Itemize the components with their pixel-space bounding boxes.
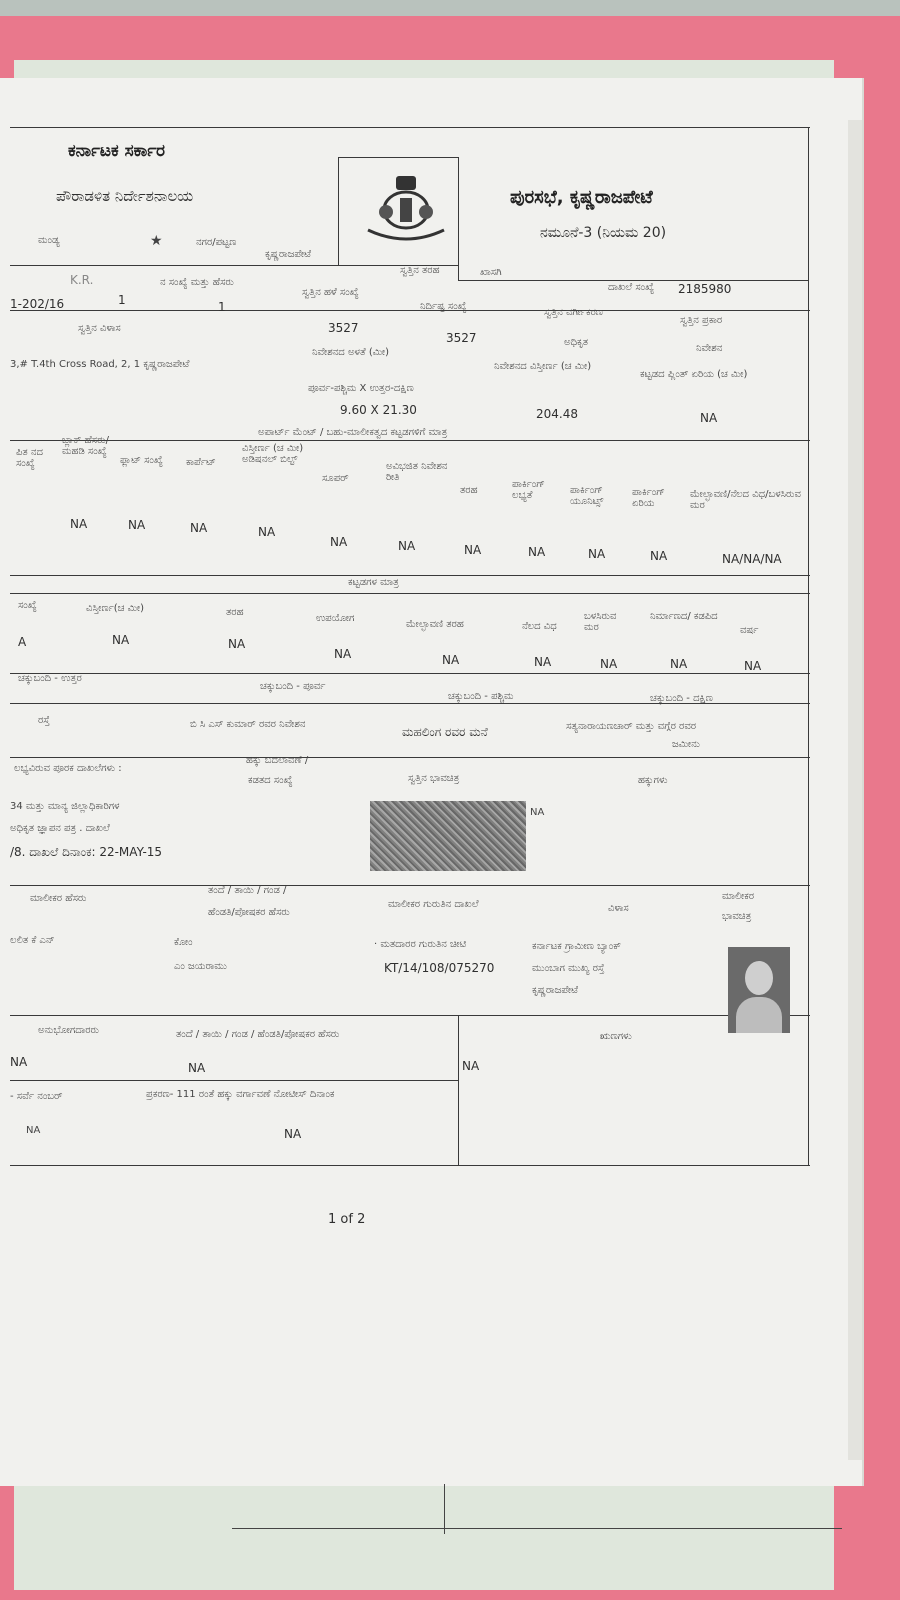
rule — [10, 757, 810, 758]
rule — [458, 157, 459, 280]
apt-col-9: ಪಾರ್ಕಿಂಗ್ ಲಭ್ಯತೆ — [512, 479, 545, 501]
rule — [232, 1528, 842, 1529]
rule — [10, 673, 810, 674]
owner-name-value: ಲಲಿತ ಕೆ ಎನ್ — [10, 935, 55, 946]
apt-col-8: ತರಹ — [460, 485, 478, 496]
relation-label-2: ಹೆಂಡತಿ/ಪೋಷಕರ ಹೆಸರು — [208, 907, 290, 918]
notice-label: ಪ್ರಕರಣ- 111 ರಂತೆ ಹಕ್ಕು ವರ್ಗಾವಣೆ ನೋಟೀಸ್ ದಿನಾಂಕ — [146, 1089, 335, 1100]
dims-label: ನಿವೇಶನದ ಅಳತೆ (ಮೀ) — [312, 347, 390, 358]
north-boundary-value: ರಸ್ತೆ — [38, 715, 50, 726]
survey-value-1: NA — [26, 1125, 41, 1136]
rule — [444, 1484, 445, 1534]
site-area-value: 204.48 — [536, 407, 578, 421]
documents-label: ಲಭ್ಯವಿರುವ ಪೂರಕ ದಾಖಲೆಗಳು : — [14, 763, 122, 774]
rule — [10, 440, 810, 441]
state-emblem-icon — [358, 170, 454, 248]
bld-value: NA — [442, 653, 460, 667]
apt-value: NA/NA/NA — [722, 552, 782, 566]
rule — [10, 127, 810, 128]
city-label: ನಗರ/ಪಟ್ಟಣ — [196, 237, 237, 248]
address-label: ಸ್ವತ್ತಿನ ವಿಳಾಸ — [78, 323, 121, 334]
built-area-value: NA — [700, 411, 718, 425]
owner-name-label: ಮಾಲೀಕರ ಹೆಸರು — [30, 893, 87, 904]
south-boundary-label: ಚಕ್ಕುಬಂದಿ - ದಕ್ಷಿಣ — [650, 693, 713, 704]
rule — [10, 575, 810, 576]
site-area-label: ನಿವೇಶನದ ವಿಸ್ತೀರ್ಣ (ಚ ಮೀ) — [494, 361, 592, 372]
ward-no-a: 1 — [118, 293, 126, 307]
apt-col-5: ವಿಸ್ತೀರ್ಣ (ಚ ಮೀ) ಅಡಿಷನಲ್ ಬಿಲ್ಟ್ — [242, 443, 304, 465]
bld-value: NA — [228, 637, 246, 651]
bld-col-2: ವಿಸ್ತೀರ್ಣ(ಚ ಮೀ) — [86, 603, 145, 614]
apt-col-7: ಅವಿಭಜಿತ ನಿವೇಶನ ರೀತಿ — [386, 461, 448, 483]
rule — [10, 885, 810, 886]
apt-value: NA — [190, 521, 208, 535]
occupant-value-1: NA — [10, 1055, 28, 1069]
ward-label: ನ ಸಂಖ್ಯೆ ಮತ್ತು ಹೆಸರು — [160, 277, 234, 288]
department-name: ಪೌರಾಡಳಿತ ನಿರ್ದೇಶನಾಲಯ — [56, 187, 194, 205]
apt-col-1: ಪಿತ ನದ ಸಂಖ್ಯೆ — [16, 447, 43, 469]
rule — [338, 157, 458, 158]
bld-col-7: ಬಳಸಿರುವ ಮರ — [584, 611, 617, 633]
bld-col-9: ವರ್ಷ — [740, 625, 759, 636]
bld-col-8: ನಿರ್ಮಾಣದ/ ಕಡಪಿದ — [650, 611, 718, 622]
old-no-value: 3527 — [328, 321, 359, 335]
east-boundary-label: ಚಕ್ಕುಬಂದಿ - ಪೂರ್ವ — [260, 681, 326, 692]
apt-value: NA — [528, 545, 546, 559]
owner-address-label: ವಿಳಾಸ — [608, 903, 629, 914]
dims-value: 9.60 X 21.30 — [340, 403, 417, 417]
city-value: ಕೃಷ್ಣರಾಜಪೇಟೆ — [265, 249, 312, 260]
govt-name: ಕರ್ನಾಟಕ ಸರ್ಕಾರ — [68, 141, 166, 161]
assess-no-value: 3527 — [446, 331, 477, 345]
owner-id-label: ಮಾಲೀಕರ ಗುರುತಿನ ದಾಖಲೆ — [388, 899, 479, 910]
rule — [458, 1015, 459, 1165]
occupant-value-2: NA — [188, 1061, 206, 1075]
remarks-value: NA — [462, 1059, 480, 1073]
bld-col-5: ಮೇಲ್ಛಾವಣಿ ತರಹ — [406, 619, 464, 630]
property-type-value: ಖಾಸಗಿ — [480, 267, 502, 278]
owner-id-value: KT/14/108/075270 — [384, 961, 495, 975]
rule — [10, 1165, 810, 1166]
built-area-label: ಕಟ್ಟಡದ ಪ್ಲಿಂತ್ ಏರಿಯ (ಚ ಮೀ) — [640, 369, 748, 380]
apt-value: NA — [588, 547, 606, 561]
apt-value: NA — [650, 549, 668, 563]
old-no-label: ಸ್ವತ್ತಿನ ಹಳೆ ಸಂಖ್ಯೆ — [302, 287, 359, 298]
district-label: ಮಂಡ್ಯ — [38, 235, 60, 246]
documents-line-2: ಅಧಿಕೃತ ಜ್ಞಾಪನ ಪತ್ರ . ದಾಖಲೆ — [10, 823, 110, 834]
bld-value: NA — [744, 659, 762, 673]
bld-value: NA — [670, 657, 688, 671]
apt-value: NA — [398, 539, 416, 553]
apt-col-12: ಮೇಲ್ಛಾವಣಿ/ನೆಲದ ವಿಧ/ಬಳಸಿರುವ ಮರ — [690, 489, 801, 511]
ward-id: 1-202/16 — [10, 297, 65, 311]
record-no-label: ದಾಖಲೆ ಸಂಖ್ಯೆ — [608, 282, 655, 293]
apt-col-10: ಪಾರ್ಕಿಂಗ್ ಯೂನಿಟ್ಸ್ — [570, 485, 604, 507]
bld-col-6: ನೆಲದ ವಿಧ — [522, 621, 557, 632]
bld-value: NA — [334, 647, 352, 661]
bld-value: NA — [534, 655, 552, 669]
star-icon: ★ — [150, 233, 163, 249]
rule — [10, 1015, 810, 1016]
apt-col-3: ಫ್ಲಾಟ್ ಸಂಖ್ಯೆ — [120, 455, 163, 466]
owner-address-3: ಕೃಷ್ಣರಾಜಪೇಟೆ — [532, 985, 579, 996]
apt-col-4: ಕಾರ್ಪೆಟ್ — [186, 457, 216, 468]
bld-value: NA — [112, 633, 130, 647]
apt-value: NA — [464, 543, 482, 557]
apt-value: NA — [258, 525, 276, 539]
apt-value: NA — [128, 518, 146, 532]
rule — [10, 265, 458, 266]
occupant-label: ಅನುಭೋಗದಾರರು — [38, 1025, 99, 1036]
stamp-text: K.R. — [70, 273, 94, 287]
bld-col-3: ತರಹ — [226, 607, 244, 618]
north-boundary-label: ಚಕ್ಕುಬಂದಿ - ಉತ್ತರ — [18, 673, 82, 684]
category-value: ಅಧಿಕೃತ — [564, 337, 589, 348]
property-photo-label: ಸ್ವತ್ತಿನ ಭಾವಚಿತ್ರ — [408, 773, 460, 784]
survey-value-2: NA — [284, 1127, 302, 1141]
khata-label-2: ಕಡತದ ಸಂಖ್ಯೆ — [248, 775, 293, 786]
rule — [338, 157, 339, 265]
south-boundary-value-2: ಜಮೀನು — [672, 739, 700, 750]
building-section-title: ಕಟ್ಟಡಗಳ ಮಾತ್ರ — [348, 577, 399, 588]
bld-col-1: ಸಂಖ್ಯೆ — [18, 600, 37, 611]
bld-value: A — [18, 635, 27, 649]
property-form — [10, 125, 812, 1170]
ward-no-b: 1 — [218, 300, 226, 314]
apt-col-6: ಸೂಪರ್ — [322, 473, 349, 484]
remarks-label: ಋಣಗಳು — [600, 1031, 632, 1042]
municipality-name: ಪುರಸಭೆ, ಕೃಷ್ಣರಾಜಪೇಟೆ — [510, 187, 653, 208]
rule — [10, 593, 810, 594]
owner-photo-label-2: ಭಾವಚಿತ್ರ — [722, 911, 752, 922]
bld-col-4: ಉಪಯೋಗ — [316, 613, 355, 624]
rule — [10, 310, 810, 311]
documents-line-1: 34 ಮತ್ತು ಮಾನ್ಯ ಜಿಲ್ಲಾಧಿಕಾರಿಗಳ — [10, 801, 120, 812]
category-label: ಸ್ವತ್ತಿನ ವರ್ಗೀಕರಣ — [544, 307, 603, 318]
kind-label: ಸ್ವತ್ತಿನ ಪ್ರಕಾರ — [680, 315, 723, 326]
form-number: ನಮೂನೆ-3 (ನಿಯಮ 20) — [540, 225, 667, 241]
assess-no-label: ನಿರ್ದಿಷ್ಟ ಸಂಖ್ಯೆ — [420, 301, 467, 312]
rule — [10, 1080, 458, 1081]
apt-col-11: ಪಾರ್ಕಿಂಗ್ ಏರಿಯ — [632, 487, 665, 509]
record-no-value: 2185980 — [678, 282, 732, 296]
address-value: 3,# T.4th Cross Road, 2, 1 ಕೃಷ್ಣರಾಜಪೇಟೆ — [10, 359, 190, 370]
rights-label: ಹಕ್ಕುಗಳು — [638, 775, 668, 786]
kind-value: ನಿವೇಶನ — [696, 343, 723, 354]
south-boundary-value: ಸತ್ಯನಾರಾಯಣಚಾರ್ ಮತ್ತು ವಗ್ಗೆರ ರವರ — [566, 721, 697, 732]
top-strip — [0, 0, 900, 16]
documents-line-3: /8. ದಾಖಲೆ ದಿನಾಂಕ: 22-MAY-15 — [10, 845, 163, 859]
property-photo — [370, 801, 526, 871]
property-type-label: ಸ್ವತ್ತಿನ ತರಹ — [400, 265, 440, 276]
bld-value: NA — [600, 657, 618, 671]
owner-photo-label-1: ಮಾಲೀಕರ — [722, 891, 755, 902]
dims-sub: ಪೂರ್ವ-ಪಶ್ಚಿಮ X ಉತ್ತರ-ದಕ್ಷಿಣ — [308, 383, 414, 394]
paper-edge — [848, 120, 862, 1460]
survey-label: - ಸರ್ವೆ ನಂಬರ್ — [10, 1091, 63, 1102]
khata-label-1: ಹಕ್ಕು ಬದಲಾವಣೆ / — [246, 755, 309, 766]
page-number: 1 of 2 — [328, 1212, 366, 1227]
owner-address-1: ಕರ್ನಾಟಕ ಗ್ರಾಮೀಣ ಬ್ಯಾಂಕ್ — [532, 941, 621, 952]
rule — [808, 127, 809, 1165]
apartment-section-title: ಅಪಾರ್ಟ್ ಮೆಂಟ್ / ಬಹು-ಮಾಲೀಕತ್ವದ ಕಟ್ಟಡಗಳಿಗೆ ಮಾತ್ರ — [258, 427, 448, 438]
apt-col-2: ಬ್ಲಾಕ್ ಹೆಸರು/ ಮಹಡಿ ಸಂಖ್ಯೆ — [62, 435, 109, 457]
west-boundary-value: ಮಹಲಿಂಗ ರವರ ಮನೆ — [402, 725, 488, 739]
apt-value: NA — [70, 517, 88, 531]
apt-value: NA — [330, 535, 348, 549]
property-photo-value: NA — [530, 807, 545, 818]
owner-id-type: · ಮತದಾರರ ಗುರುತಿನ ಚೀಟಿ — [374, 939, 467, 950]
relation-prefix: ಕೋಂ — [174, 937, 193, 948]
owner-photo — [728, 947, 790, 1033]
relation-value: ಎಂ ಜಯರಾಮು — [174, 961, 227, 972]
occupant-relation-label: ತಂದೆ / ತಾಯಿ / ಗಂಡ / ಹೆಂಡತಿ/ಪೋಷಕರ ಹೆಸರು — [176, 1029, 340, 1040]
west-boundary-label: ಚಕ್ಕುಬಂದಿ - ಪಶ್ಚಿಮ — [448, 691, 514, 702]
east-boundary-value: ಬಿ ಸಿ ಎಸ್ ಕುಮಾರ್ ರವರ ನಿವೇಶನ — [190, 719, 306, 730]
owner-address-2: ಮುಂಬಾಗ ಮುಖ್ಯ ರಸ್ತೆ — [532, 963, 605, 974]
relation-label-1: ತಂದೆ / ತಾಯಿ / ಗಂಡ / — [208, 885, 287, 896]
